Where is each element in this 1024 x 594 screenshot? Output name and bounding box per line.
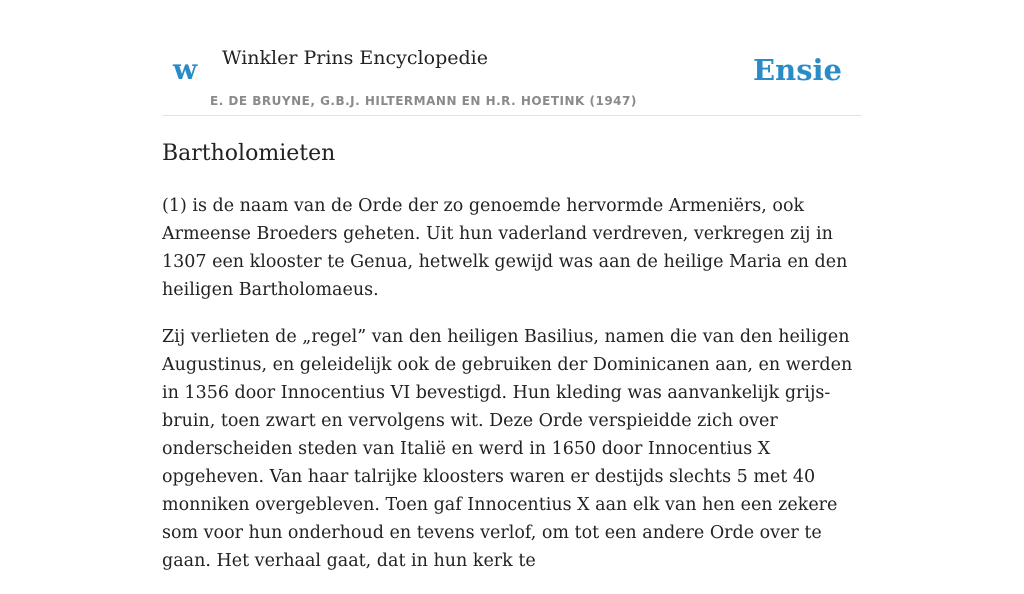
source-authors: E. DE BRUYNE, G.B.J. HILTERMANN EN H.R. HOETINK (1947)	[210, 94, 637, 108]
article-paragraph-1: (1) is de naam van de Orde der zo genoemde hervormde Armeniërs, ook Armeense Broeders geheten. Uit hun vaderland verdreven, verkregen zij in 1307 een klooster te Genua, hetwelk gewijd was aan de heilige Maria en den heiligen Bartholomaeus.	[162, 196, 848, 300]
article-paragraph-2: Zij verlieten de „regel” van den heiligen Basilius, namen die van den heiligen Augustinus, en geleidelijk ook de gebruiken der Dominicanen aan, en werden in 1356 door Innocentius VI bevestigd. Hun kleding was aanvankelijk grijs-bruin, toen zwart en vervolgens wit. Deze Orde verspieidde zich over onderscheiden steden van Italië en werd in 1650 door Innocentius X opgeheven. Van haar talrijke kloosters waren er destijds slechts 5 met 40 monniken overgebleven. Toen gaf Innocentius X aan elk van hen een zekere som voor hun onderhoud en tevens verlof, om tot een andere Orde over te gaan. Het verhaal gaat, dat in hun kerk te	[162, 327, 853, 571]
source-logo-icon[interactable]: w	[173, 53, 198, 86]
article-title: Bartholomieten	[162, 141, 336, 166]
article	[162, 138, 862, 594]
article-body	[162, 192, 862, 575]
source-title-link[interactable]: Winkler Prins Encyclopedie	[222, 47, 488, 69]
ensie-brand-logo[interactable]: Ensie	[753, 53, 842, 87]
source-header	[162, 38, 862, 116]
